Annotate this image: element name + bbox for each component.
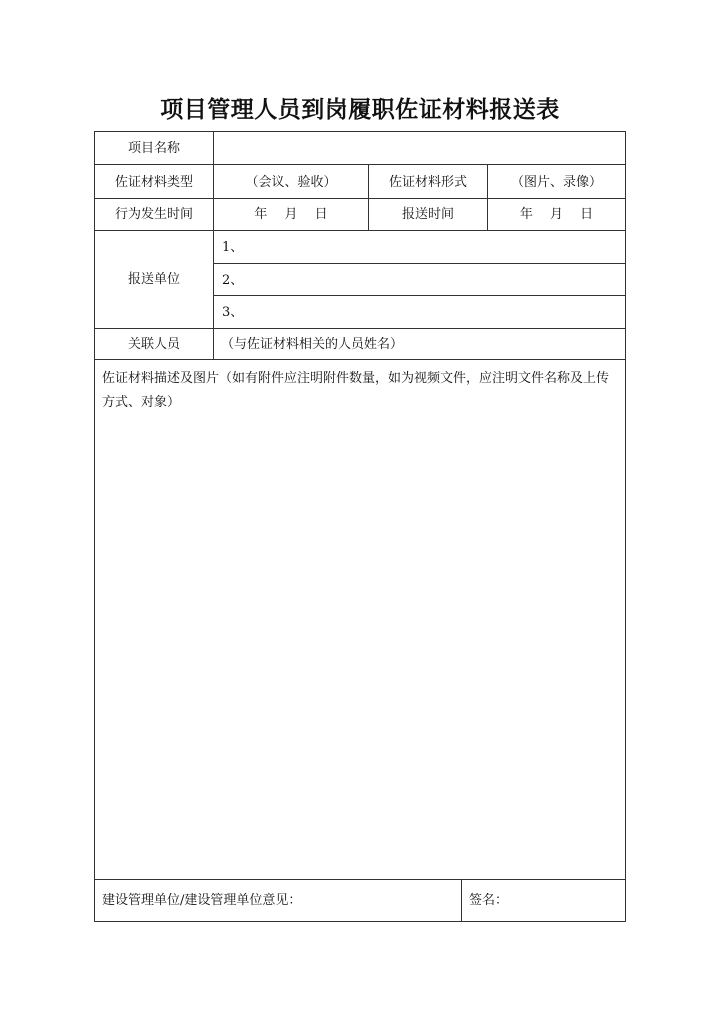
column-divider xyxy=(213,132,214,359)
signature-label: 签名： xyxy=(469,893,509,908)
event-time-field[interactable]: 年 月 日 xyxy=(254,207,328,222)
event-time-label: 行为发生时间 xyxy=(114,207,193,222)
row-divider xyxy=(95,164,625,165)
project-name-label: 项目名称 xyxy=(127,141,180,156)
material-type-label: 佐证材料类型 xyxy=(114,175,193,190)
material-type-hint: （会议、验收） xyxy=(245,175,337,190)
related-persons-label: 关联人员 xyxy=(127,337,180,352)
material-form-hint: （图片、录像） xyxy=(510,175,602,190)
unit-row-divider xyxy=(214,263,625,264)
document-title: 项目管理人员到岗履职佐证材料报送表 xyxy=(160,97,560,123)
submit-unit-item-2[interactable]: 2、 xyxy=(222,273,244,288)
report-form-table xyxy=(94,131,626,922)
submit-time-label: 报送时间 xyxy=(401,207,454,222)
row-divider xyxy=(95,198,625,199)
row-divider xyxy=(95,879,625,880)
row-divider xyxy=(95,230,625,231)
material-form-label: 佐证材料形式 xyxy=(388,175,467,190)
submit-unit-item-1[interactable]: 1、 xyxy=(222,240,244,255)
row-divider xyxy=(95,328,625,329)
submit-time-field[interactable]: 年 月 日 xyxy=(519,207,594,222)
description-text: 佐证材料描述及图片（如有附件应注明附件数量，如为视频文件，应注明文件名称及上传方式、对象） xyxy=(102,371,610,410)
related-persons-hint: （与佐证材料相关的人员姓名） xyxy=(221,337,404,352)
submit-unit-label: 报送单位 xyxy=(127,272,180,287)
column-divider xyxy=(461,879,462,921)
row-divider xyxy=(95,359,625,360)
submit-unit-item-3[interactable]: 3、 xyxy=(222,305,244,320)
opinion-label: 建设管理单位/建设管理单位意见： xyxy=(102,893,302,908)
unit-row-divider xyxy=(214,295,625,296)
